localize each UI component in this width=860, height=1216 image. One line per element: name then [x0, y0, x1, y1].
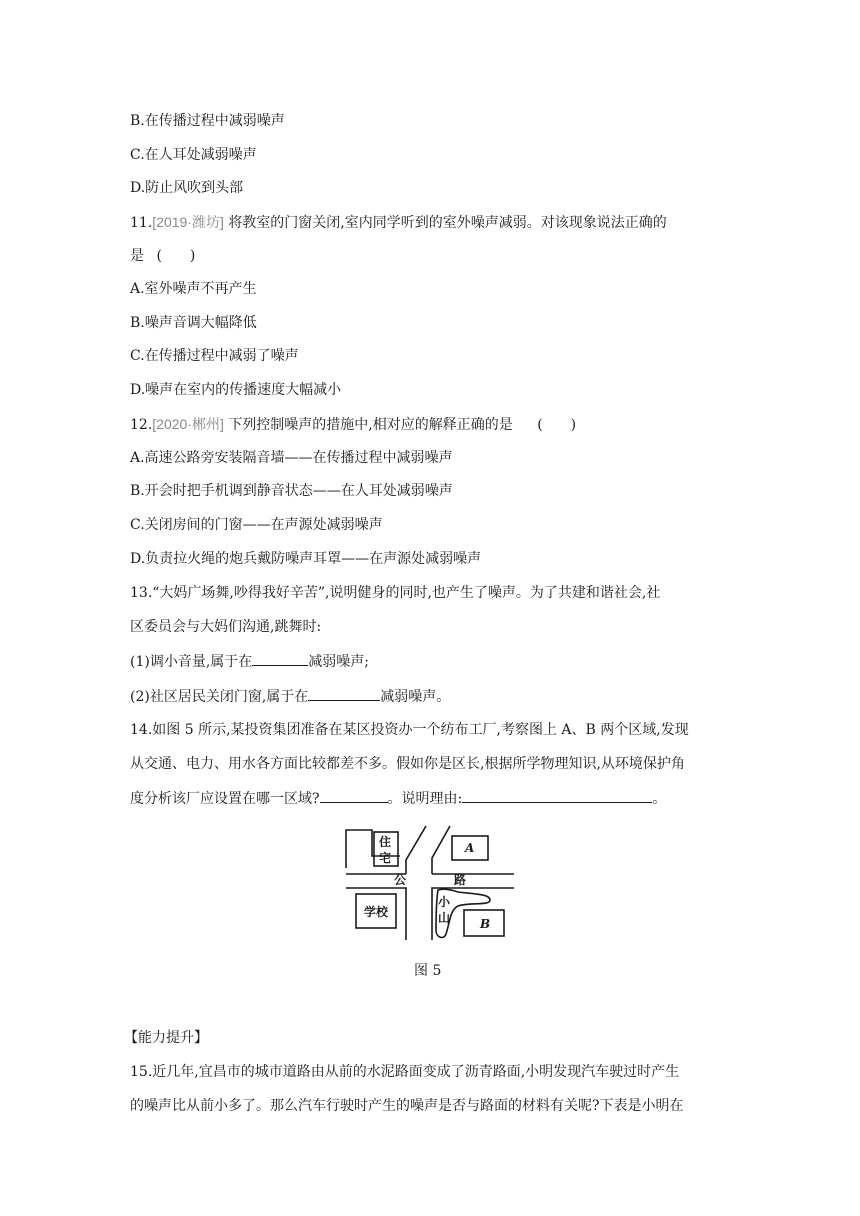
q12-option-b: B.开会时把手机调到静音状态——在人耳处减弱噪声	[130, 483, 453, 499]
q14-line3-end: 。	[652, 791, 667, 807]
q12-stem-text: 下列控制噪声的措施中,相对应的解释正确的是	[228, 417, 513, 433]
q12-option-c: C.关闭房间的门窗——在声源处减弱噪声	[130, 517, 383, 533]
q12-stem	[130, 414, 576, 435]
figure-5-map	[340, 822, 520, 942]
q10-option-b: B.在传播过程中减弱噪声	[130, 113, 285, 129]
q13-part2	[130, 686, 450, 707]
house-label-2: 宅	[379, 851, 392, 865]
q11-option-d: D.噪声在室内的传播速度大幅减小	[130, 382, 342, 398]
q13-part1-prefix: (1)调小音量,属于在	[130, 654, 253, 670]
q13-blank-1[interactable]	[252, 651, 308, 666]
q11-option-b: B.噪声音调大幅降低	[130, 315, 257, 331]
area-b-label: B	[480, 917, 491, 931]
house-label-1: 住	[379, 835, 392, 849]
q13-part1-suffix: 减弱噪声;	[308, 654, 369, 670]
q11-stem	[130, 212, 667, 233]
q11-number: 11.	[130, 215, 153, 231]
q11-option-c: C.在传播过程中减弱了噪声	[130, 348, 299, 364]
q10-option-d: D.防止风吹到头部	[130, 180, 244, 196]
q15-stem-line2: 的噪声比从前小多了。那么汽车行驶时产生的噪声是否与路面的材料有关呢?下表是小明在	[130, 1098, 684, 1114]
q10-option-c: C.在人耳处减弱噪声	[130, 147, 257, 163]
school-label: 学校	[364, 905, 389, 919]
q13-part2-prefix: (2)社区居民关闭门窗,属于在	[130, 689, 309, 705]
q14-stem-line1: 14.如图 5 所示,某投资集团准备在某区投资办一个纺布工厂,考察图上 A、B 两个区域,发现	[130, 722, 689, 738]
q13-blank-2[interactable]	[308, 686, 380, 701]
area-a-label: A	[465, 841, 475, 855]
road-label-1: 公	[394, 873, 407, 887]
hill-label-2: 山	[438, 911, 451, 925]
q11-stem-line2	[130, 246, 195, 266]
q11-option-a: A.室外噪声不再产生	[130, 281, 257, 297]
road-edge-upper-left	[346, 830, 400, 868]
q14-line3-prefix: 度分析该厂应设置在哪一区域?	[130, 791, 320, 807]
q11-answer-paren: ( )	[156, 248, 196, 264]
section-title: 【能力提升】	[124, 1030, 208, 1046]
q14-line3-mid: 。说明理由:	[387, 791, 463, 807]
q15-stem-line1: 15.近几年,宜昌市的城市道路由从前的水泥路面变成了沥青路面,小明发现汽车驶过时产生	[130, 1064, 680, 1080]
q13-part2-suffix: 减弱噪声。	[380, 689, 451, 705]
hill-label-1: 小	[438, 895, 451, 909]
q13-part1	[130, 651, 369, 672]
q12-answer-paren: ( )	[537, 417, 577, 433]
q14-blank-reason[interactable]	[462, 788, 652, 803]
road-edge-diagonal-right	[432, 826, 450, 874]
q12-number: 12.	[130, 417, 153, 433]
road-edge-diagonal-left	[406, 826, 426, 874]
q11-source: [2019·潍坊]	[152, 214, 224, 230]
q11-stem-text: 将教室的门窗关闭,室内同学听到的室外噪声减弱。对该现象说法正确的	[228, 215, 667, 231]
road-label-2: 路	[454, 873, 467, 887]
q12-source: [2020·郴州]	[152, 416, 224, 432]
q14-blank-area[interactable]	[320, 788, 388, 803]
q14-stem-line2: 从交通、电力、用水各方面比较都差不多。假如你是区长,根据所学物理知识,从环境保护角	[130, 756, 685, 772]
q12-option-d: D.负责拉火绳的炮兵戴防噪声耳罩——在声源处减弱噪声	[130, 551, 482, 567]
q11-stem-end: 是	[130, 248, 144, 264]
q13-stem-line1: 13.“大妈广场舞,吵得我好辛苦”,说明健身的同时,也产生了噪声。为了共建和谐社会,社	[130, 585, 661, 601]
figure-caption: 图 5	[414, 963, 442, 979]
q12-option-a: A.高速公路旁安装隔音墙——在传播过程中减弱噪声	[130, 450, 453, 466]
q14-stem-line3	[130, 788, 666, 809]
q13-stem-line2: 区委员会与大妈们沟通,跳舞时:	[130, 619, 322, 635]
